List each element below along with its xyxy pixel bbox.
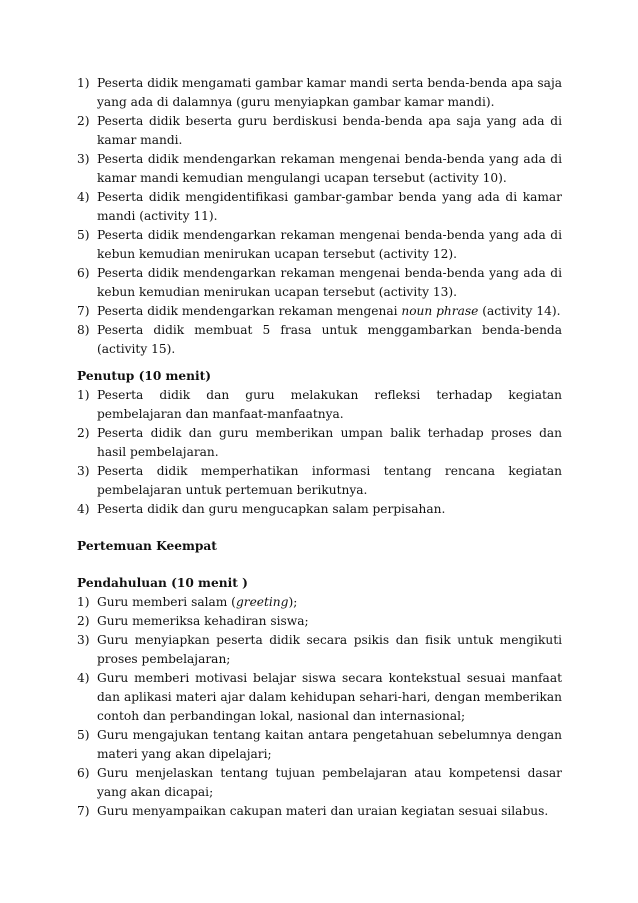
item-text: Peserta didik dan guru memberikan umpan balik terhadap proses dan hasil pembelajaran. [97, 426, 562, 459]
item-number: 3) [77, 633, 90, 647]
list-item [77, 321, 562, 359]
item-text: Guru menyampaikan cakupan materi dan uraian kegiatan sesuai silabus. [97, 804, 549, 818]
item-number: 2) [77, 614, 90, 628]
list-item [77, 802, 562, 821]
item-number: 1) [77, 595, 90, 609]
item-number: 4) [77, 502, 90, 516]
item-text: Peserta didik membuat 5 frasa untuk menggambarkan benda-benda (activity 15). [97, 323, 562, 356]
item-text: Guru memberi motivasi belajar siswa secara kontekstual sesuai manfaat dan aplikasi materi ajar dalam kehidupan sehari-hari, dengan memberikan contoh dan perbandingan lokal, nasional dan internasional; [97, 671, 562, 723]
list-item [77, 226, 562, 264]
item-text-before: Peserta didik mendengarkan rekaman mengenai [97, 304, 402, 318]
item-text: Peserta didik dan guru mengucapkan salam perpisahan. [97, 502, 446, 516]
item-text-after: (activity 14). [478, 304, 561, 318]
list-item [77, 112, 562, 150]
item-number: 2) [77, 114, 90, 128]
item-text: Peserta didik mengamati gambar kamar mandi serta benda-benda apa saja yang ada di dalamnya (guru menyiapkan gambar kamar mandi). [97, 76, 562, 109]
item-number: 6) [77, 266, 90, 280]
list-item [77, 264, 562, 302]
section-heading-pendahuluan: Pendahuluan (10 menit ) [77, 576, 248, 590]
list-item [77, 764, 562, 802]
section-heading-penutup: Penutup (10 menit) [77, 369, 212, 383]
italic-term: noun phrase [401, 304, 479, 318]
item-text: Guru menyiapkan peserta didik secara psikis dan fisik untuk mengikuti proses pembelajaran; [97, 633, 562, 666]
item-number: 5) [77, 228, 90, 242]
list-item [77, 302, 562, 321]
item-text: Peserta didik dan guru melakukan refleksi terhadap kegiatan pembelajaran dan manfaat-manfaatnya. [97, 388, 562, 421]
list-item [77, 150, 562, 188]
item-text: Guru mengajukan tentang kaitan antara pengetahuan sebelumnya dengan materi yang akan dipelajari; [97, 728, 562, 761]
list-item [77, 386, 562, 424]
item-number: 6) [77, 766, 90, 780]
item-text: Peserta didik mendengarkan rekaman mengenai benda-benda yang ada di kamar mandi kemudian mengulangi ucapan tersebut (activity 10). [97, 152, 562, 185]
pendahuluan-list [77, 593, 562, 821]
item-number: 3) [77, 152, 90, 166]
penutup-list [77, 386, 562, 519]
item-number: 2) [77, 426, 90, 440]
item-text: Peserta didik mengidentifikasi gambar-gambar benda yang ada di kamar mandi (activity 11). [97, 190, 562, 223]
item-number: 5) [77, 728, 90, 742]
item-text-after: ); [288, 595, 298, 609]
item-text-before: Guru memberi salam ( [97, 595, 236, 609]
item-number: 7) [77, 304, 90, 318]
list-item [77, 593, 562, 612]
item-text: Peserta didik mendengarkan rekaman mengenai benda-benda yang ada di kebun kemudian menirukan ucapan tersebut (activity 13). [97, 266, 562, 299]
item-text: Peserta didik mendengarkan rekaman mengenai benda-benda yang ada di kebun kemudian menirukan ucapan tersebut (activity 12). [97, 228, 562, 261]
item-number: 4) [77, 671, 90, 685]
item-number: 8) [77, 323, 90, 337]
item-number: 1) [77, 388, 90, 402]
item-text: Guru menjelaskan tentang tujuan pembelajaran atau kompetensi dasar yang akan dicapai; [97, 766, 562, 799]
list-item [77, 424, 562, 462]
list-item [77, 462, 562, 500]
item-number: 1) [77, 76, 90, 90]
activity-list [77, 74, 562, 359]
section-heading-pertemuan: Pertemuan Keempat [77, 539, 217, 553]
list-item [77, 612, 562, 631]
item-number: 7) [77, 804, 90, 818]
item-text: Peserta didik beserta guru berdiskusi benda-benda apa saja yang ada di kamar mandi. [97, 114, 562, 147]
list-item [77, 631, 562, 669]
item-number: 4) [77, 190, 90, 204]
list-item [77, 726, 562, 764]
document-page [77, 74, 562, 821]
item-number: 3) [77, 464, 90, 478]
item-text: Guru memeriksa kehadiran siswa; [97, 614, 309, 628]
list-item [77, 669, 562, 726]
list-item [77, 500, 562, 519]
item-text: Peserta didik memperhatikan informasi tentang rencana kegiatan pembelajaran untuk pertemuan berikutnya. [97, 464, 562, 497]
list-item [77, 74, 562, 112]
italic-term: greeting [235, 595, 289, 609]
list-item [77, 188, 562, 226]
